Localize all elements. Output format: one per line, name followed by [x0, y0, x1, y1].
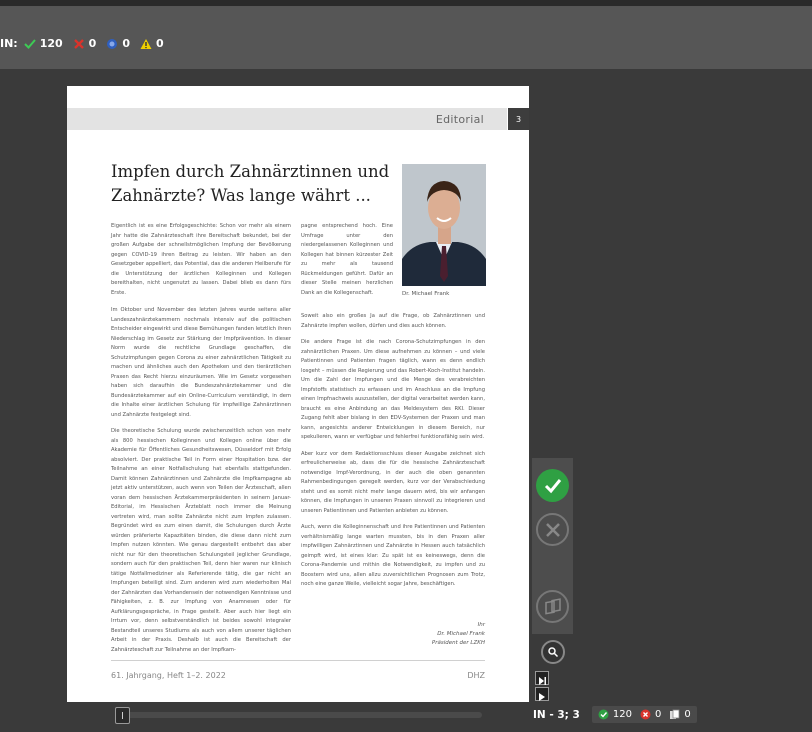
- left-column: [111, 306, 291, 653]
- page-position: IN - 3; 3: [533, 708, 580, 721]
- circle-icon: [106, 38, 118, 50]
- skip-end-icon: [536, 675, 548, 687]
- bottom-status: [533, 706, 697, 723]
- document-page: [67, 86, 529, 702]
- x-icon: [73, 38, 85, 50]
- intro-paragraph: Eigentlich ist es eine Erfolgsgeschichte: Schon vor mehr als einem Jahr hatte die Zahnärzteschaft ihre Bereitschaft bekundet, bei der großen Aufgabe der schnellstmöglichen Impfung der Bevölkerung gegen COVID-19 ihren Beitrag zu leisten. Wir haben an den Gesetzgeber appelliert, das Potential, das die anderen Heilberufe für die Unterstützung der ärztlichen Kolleginnen und Kollegen bereithalten, nicht ungenutzt zu lassen. Dabei blieb es dann fürs Erste.: [111, 223, 291, 296]
- check-icon: [543, 476, 563, 496]
- article-headline: Impfen durch Zahnärztinnen und Zahnärzte? Was lange währt ...: [111, 162, 390, 205]
- zoom-button[interactable]: [541, 640, 565, 664]
- paragraph: pagne entsprechend hoch. Eine Umfrage unter den niedergelassenen Kolleginnen und Kollegen hat binnen kürzester Zeit zu mehr als tausend Rückmeldungen geführt. Dafür an dieser Stelle meinen herzlichen Dank an die Kollegenschaft.: [301, 223, 393, 296]
- warning-icon: [140, 38, 152, 50]
- status-counts: [0, 37, 168, 50]
- right-column-top: [301, 222, 393, 305]
- author-photo: [402, 164, 486, 286]
- rejected-count-value: 0: [88, 37, 97, 50]
- paragraph: Die andere Frage ist die nach Corona-Schutzimpfungen in den zahnärztlichen Praxen. Um diese aufnehmen zu können – und viele Patientinnen und Patienten fragen täglich, wann es denn endlich losgeht – müssen die Regierung und das Robert-Koch-Institut handeln. Um die Zahl der Impfungen und die Menge des verabreichten Impfstoffs statistisch zu erfassen und im Anschluss an die Impfung einen Impfnachweis auszustellen, der digital verarbeitet werden kann, braucht es eine Anbindung an das Meldesystem des RKI. Dieser Zugang fehlt aber bislang in den EDV-Systemen der Praxen und man kann, angesichts anderer Entwicklungen in diesem Bereich, nur spekulieren, wann er verfügbar und fehlerfrei funktionsfähig sein wird.: [301, 339, 485, 440]
- portrait-image: [402, 164, 486, 286]
- page-scrollbar[interactable]: [120, 712, 482, 718]
- approve-button[interactable]: [536, 469, 569, 502]
- check-icon: [598, 709, 609, 720]
- check-icon: [24, 38, 36, 50]
- footer-issue: 61. Jahrgang, Heft 1–2. 2022: [111, 671, 226, 680]
- photo-caption: Dr. Michael Frank: [402, 291, 450, 297]
- bottom-pages[interactable]: [669, 709, 690, 720]
- section-label: Editorial: [435, 113, 484, 126]
- next-page-button[interactable]: [535, 687, 549, 701]
- signature-block: [307, 621, 485, 648]
- reject-button[interactable]: [536, 513, 569, 546]
- scrollbar-thumb[interactable]: [115, 707, 130, 724]
- play-icon: [536, 691, 548, 703]
- pages-icon: [544, 598, 562, 616]
- bottom-rejected-value: 0: [654, 709, 662, 720]
- pages-icon: [669, 709, 680, 720]
- paragraph: Auch, wenn die Kolleginnenschaft und ihre Patientinnen und Patienten verhältnismäßig lange warten mussten, bis in den Praxen aller impfwilligen Zahnärztinnen und Zahnärzte in Hessen auch tatsächlich geimpft wird, ist eines klar: Zu spät ist es keineswegs, denn die Corona-Pandemie und mithin die Notwendigkeit, zu impfen und zu Boostern wird uns, allen allzu zuversichtlichen Prognosen zum Trotz, noch eine ganze Weile, vielleicht sogar Jahre, beschäftigen.: [301, 524, 485, 587]
- right-column: [301, 312, 485, 612]
- rejected-count[interactable]: [73, 37, 97, 50]
- footer-divider: [111, 660, 485, 661]
- approved-count[interactable]: [24, 37, 63, 50]
- paragraph: Im Oktober und November des letzten Jahres wurde seitens aller Landeszahnärztekammern nochmals intensiv auf die politischen Entscheider eingewirkt und diese Bemühungen fanden letztlich ihren Niederschlag im Gesetz zur Stärkung der Impfprävention. In dieser Norm wurde die rechtliche Grundlage geschaffen, die Schutzimpfungen gegen Corona zu einer zahnärztlichen Tätigkeit zu machen und ähnliches auch den Apotheken und den tierärztlichen Praxen das Recht hierzu einzuräumen. Wie im Gesetz vorgesehen haben sich daraufhin die Bundeszahnärztekammer und die Bundesärztekammer auf ein Online-Curriculum verständigt, in dem die Inhalte einer ärztlichen Schulung für impfwillige Zahnärztinnen und Zahnärzte festgelegt sind.: [111, 307, 291, 418]
- bottom-pages-value: 0: [684, 709, 691, 720]
- pending-count[interactable]: [106, 37, 130, 50]
- intro-column: [111, 222, 291, 305]
- pages-button[interactable]: [536, 590, 569, 623]
- x-icon: [640, 709, 651, 720]
- signature-title: Präsident der LZKH: [431, 640, 485, 646]
- approved-count-value: 120: [39, 37, 63, 50]
- paragraph: Aber kurz vor dem Redaktionsschluss dieser Ausgabe zeichnet sich erfreulicherweise ab, dass die für die hessische Zahnärzteschaft notwendige Impf-Verordnung, in der auch die oben genannten Rahmenbedingungen geregelt werden, kurz vor der Verabschiedung steht und es somit nicht mehr lange dauern wird, bis wir anfangen können, die Impfungen in unseren Praxen sinnvoll zu integrieren und unseren Patientinnen und Patienten anbieten zu können.: [301, 450, 485, 514]
- x-icon: [544, 521, 562, 539]
- page-number: 3: [508, 108, 529, 130]
- status-prefix: IN:: [0, 37, 18, 50]
- paragraph: Soweit also ein großes Ja auf die Frage, ob Zahnärztinnen und Zahnärzte impfen wollen, dürfen und dies auch können.: [301, 313, 485, 329]
- bottom-rejected[interactable]: [640, 709, 661, 720]
- bottom-approved-value: 120: [612, 709, 632, 720]
- signature-name: Dr. Michael Frank: [437, 631, 485, 637]
- search-icon: [547, 646, 559, 658]
- paragraph: Die theoretische Schulung wurde zwischenzeitlich schon von mehr als 800 hessischen Kolleginnen und Kollegen online über die Akademie für Öffentliches Gesundheitswesen, Düsseldorf mit Erfolg absolviert. Der praktische Teil in Form einer Hospitation bzw. der Teilnahme an einer Notfallschulung hat ebenfalls stattgefunden. Damit können Zahnärztinnen und Zahnärzte die Impfkampagne ab jetzt aktiv unterstützen, auch wenn von Teilen der Ärzteschaft, allen voran dem hessischen Ärztekammerpräsidenten in seinem Januar-Editorial, im Hessischen Ärzteblatt noch immer die Meinung vertreten wird, man sollte Zahnärzte nicht zum Impfen zulassen. Begründet wird es zum einen damit, die Schulungen durch Ärzte würden präferierte Kapazitäten binden, die diese dann nicht zum Impfen nutzen könnten. Wie genau dargestellt entbehrt das aber nicht nur für den theoretischen Schulungsteil jeglicher Grundlage, sondern auch für den praktischen Teil, denn hier waren nur klinisch tätige Notfallmediziner als Referierende tätig, die gar nicht an Impfungen beteiligt sind. Zum anderen wird zum wiederholten Mal der Zahnärzten das Vorhandensein der notwendigen Kenntnisse und Fähigkeiten, z. B. zur Impfung von Anamnesen oder für Aufklärungsgespräche, in Frage gestellt. Aber auch hier liegt ein Irrtum vor, denn selbstverständlich ist beides sowohl integraler Bestandteil unseres Studiums als auch von allem unserer täglichen Arbeit in der Praxis. Deshalb ist auch die Bereitschaft der Zahnärzteschaft zur Teilnahme an der Impfkam-: [111, 428, 291, 653]
- pending-count-value: 0: [122, 37, 130, 50]
- window-top-strip: [0, 0, 812, 7]
- footer-publication: DHZ: [467, 671, 485, 680]
- bottom-approved[interactable]: [598, 709, 632, 720]
- bottom-counts: [592, 706, 697, 723]
- last-page-button[interactable]: [535, 671, 549, 685]
- signature-greeting: Ihr: [477, 622, 485, 628]
- warning-count[interactable]: [140, 37, 164, 50]
- warning-count-value: 0: [155, 37, 164, 50]
